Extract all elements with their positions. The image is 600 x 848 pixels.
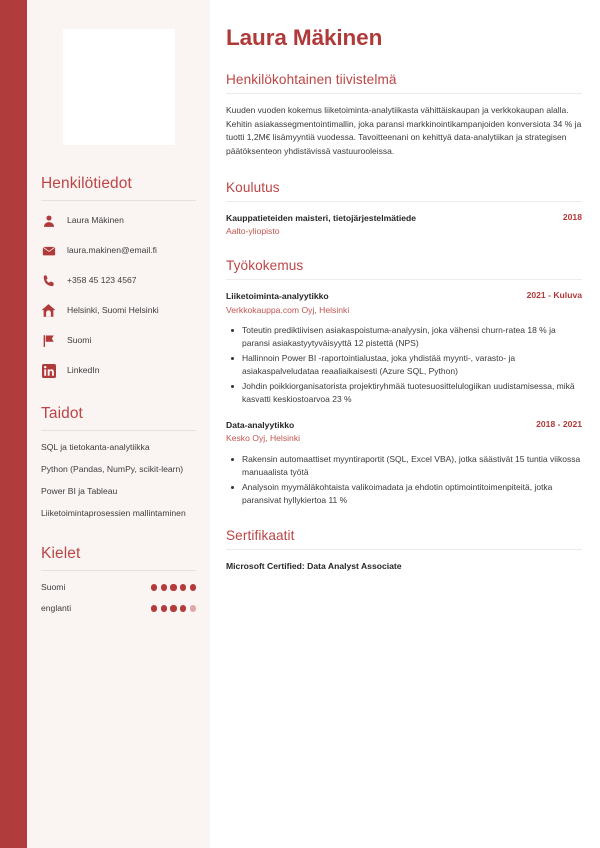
- skill-item: Liiketoimintaprosessien mallintaminen: [41, 507, 186, 518]
- linkedin-icon: [41, 363, 56, 378]
- flag-icon: [41, 333, 56, 348]
- contact-heading: Henkilötiedot: [41, 175, 132, 192]
- experience-entry-header: [226, 419, 582, 431]
- skill-item: Python (Pandas, NumPy, scikit-learn): [41, 463, 184, 474]
- entry-spacer: [226, 410, 582, 419]
- contact-value-address: Helsinki, Suomi Helsinki: [67, 305, 159, 316]
- contact-row-linkedin[interactable]: [41, 362, 196, 379]
- language-level-dots: [151, 605, 196, 611]
- certificates-heading: Sertifikaatit: [226, 528, 295, 543]
- certificate-item: Microsoft Certified: Data Analyst Associate: [226, 561, 402, 571]
- section-experience: [226, 258, 582, 507]
- experience-company: Verkkokauppa.com Oyj, Helsinki: [226, 304, 350, 315]
- experience-date: 2021 - Kuluva: [526, 290, 582, 301]
- contact-value-phone: +358 45 123 4567: [67, 275, 137, 286]
- contact-value-linkedin: LinkedIn: [67, 365, 100, 376]
- contact-value-nationality: Suomi: [67, 335, 92, 346]
- home-icon: [41, 303, 56, 318]
- experience-bullet: Hallinnoin Power BI -raportointialustaa, joka yhdistää myynti-, varasto- ja asiakaspalveludataa reaaliaikaisesti (Azure SQL, Python): [226, 352, 582, 378]
- sidebar: [27, 0, 210, 848]
- summary-heading-divider: [226, 93, 582, 94]
- education-entry: [226, 212, 582, 238]
- experience-entry-header: [226, 290, 582, 302]
- education-heading: Koulutus: [226, 179, 280, 195]
- level-dot: [170, 605, 176, 611]
- experience-bullet: Rakensin automaattiset myyntiraportit (SQL, Excel VBA), jotka säästivät 15 tuntia viikossa manuaalista työtä: [226, 453, 582, 479]
- contact-heading-divider: [41, 200, 196, 201]
- skill-item: Power BI ja Tableau: [41, 485, 118, 496]
- languages-heading-divider: [41, 570, 196, 571]
- experience-bullet: Johdin poikkiorganisatorista projektiryhmää tuotesuosittelulogiikan uudistamisessa, mikä kasvatti keskiostoarvoa 23 %: [226, 380, 582, 406]
- languages-heading: Kielet: [41, 545, 81, 563]
- level-dot: [190, 584, 196, 590]
- education-title: Kauppatieteiden maisteri, tietojärjestelmätiede: [226, 212, 417, 223]
- skills-heading: Taidot: [41, 405, 83, 422]
- experience-bullet-list: [226, 324, 582, 406]
- left-accent-stripe: [0, 0, 27, 848]
- contact-row-name: [41, 212, 196, 229]
- page-title: Laura Mäkinen: [226, 25, 383, 50]
- phone-icon: [41, 273, 56, 288]
- level-dot: [161, 584, 167, 590]
- experience-entry: [226, 290, 582, 406]
- section-summary: [226, 72, 582, 159]
- level-dot: [161, 605, 167, 611]
- certificates-heading-divider: [226, 549, 582, 550]
- sidebar-section-skills: [41, 405, 196, 519]
- main-content: [210, 0, 600, 848]
- experience-entry: [226, 419, 582, 507]
- section-certificates: [226, 528, 582, 572]
- language-name: Suomi: [41, 582, 66, 593]
- experience-heading-divider: [226, 279, 582, 280]
- language-row: [41, 582, 196, 592]
- education-date: 2018: [562, 211, 582, 222]
- experience-heading: Työkokemus: [226, 258, 304, 274]
- contact-row-phone[interactable]: [41, 272, 196, 289]
- sidebar-section-contact: [41, 175, 196, 379]
- contact-row-nationality: [41, 332, 196, 349]
- summary-text: Kuuden vuoden kokemus liiketoiminta-analytiikasta vähittäiskaupan ja verkkokaupan alalla. Kehitin asiakassegmentointimallin, joka paransi markkinointikampanjoiden konversiota 34 % ja tuotti 1,2M€ lisämyyntiä vuodessa. Tavoitteenani on kehittyä data-analytiikan ja strategisen päätöksenteon yhdistävissä vastuurooleissa.: [226, 104, 582, 157]
- profile-photo-placeholder: [63, 29, 175, 145]
- education-heading-divider: [226, 201, 582, 202]
- experience-bullet: Analysoin myymäläkohtaista valikoimadata ja ehdotin optimointitoimenpiteitä, jotka paransivat hyllykiertoa 11 %: [226, 481, 582, 507]
- skill-item: SQL ja tietokanta-analytiikka: [41, 442, 150, 452]
- experience-date: 2018 - 2021: [536, 419, 582, 430]
- skills-heading-divider: [41, 430, 196, 431]
- sidebar-section-languages: [41, 545, 196, 613]
- summary-heading: Henkilökohtainen tiivistelmä: [226, 71, 397, 87]
- education-institution: Aalto-yliopisto: [226, 226, 280, 237]
- contact-value-email: laura.makinen@email.fi: [67, 245, 157, 256]
- level-dot: [190, 605, 196, 611]
- language-row: [41, 603, 196, 613]
- person-icon: [41, 213, 56, 228]
- contact-value-name: Laura Mäkinen: [67, 215, 124, 226]
- level-dot: [170, 584, 176, 590]
- contact-row-address: [41, 302, 196, 319]
- experience-job-title: Liiketoiminta-analyytikko: [226, 291, 329, 302]
- language-level-dots: [151, 584, 196, 590]
- level-dot: [180, 605, 186, 611]
- experience-job-title: Data-analyytikko: [226, 420, 295, 431]
- language-name: englanti: [41, 603, 72, 614]
- experience-bullet: Toteutin prediktiivisen asiakaspoistuma-analyysin, joka vähensi churn-ratea 18 % ja paransi asiakastyytyväisyyttä 12 pistettä (NPS): [226, 324, 582, 350]
- experience-bullet-list: [226, 453, 582, 507]
- contact-row-email[interactable]: [41, 242, 196, 259]
- section-education: [226, 180, 582, 238]
- level-dot: [151, 605, 157, 611]
- experience-company: Kesko Oyj, Helsinki: [226, 433, 301, 444]
- education-entry-header: [226, 212, 582, 224]
- level-dot: [180, 584, 186, 590]
- envelope-icon: [41, 243, 56, 258]
- level-dot: [151, 584, 157, 590]
